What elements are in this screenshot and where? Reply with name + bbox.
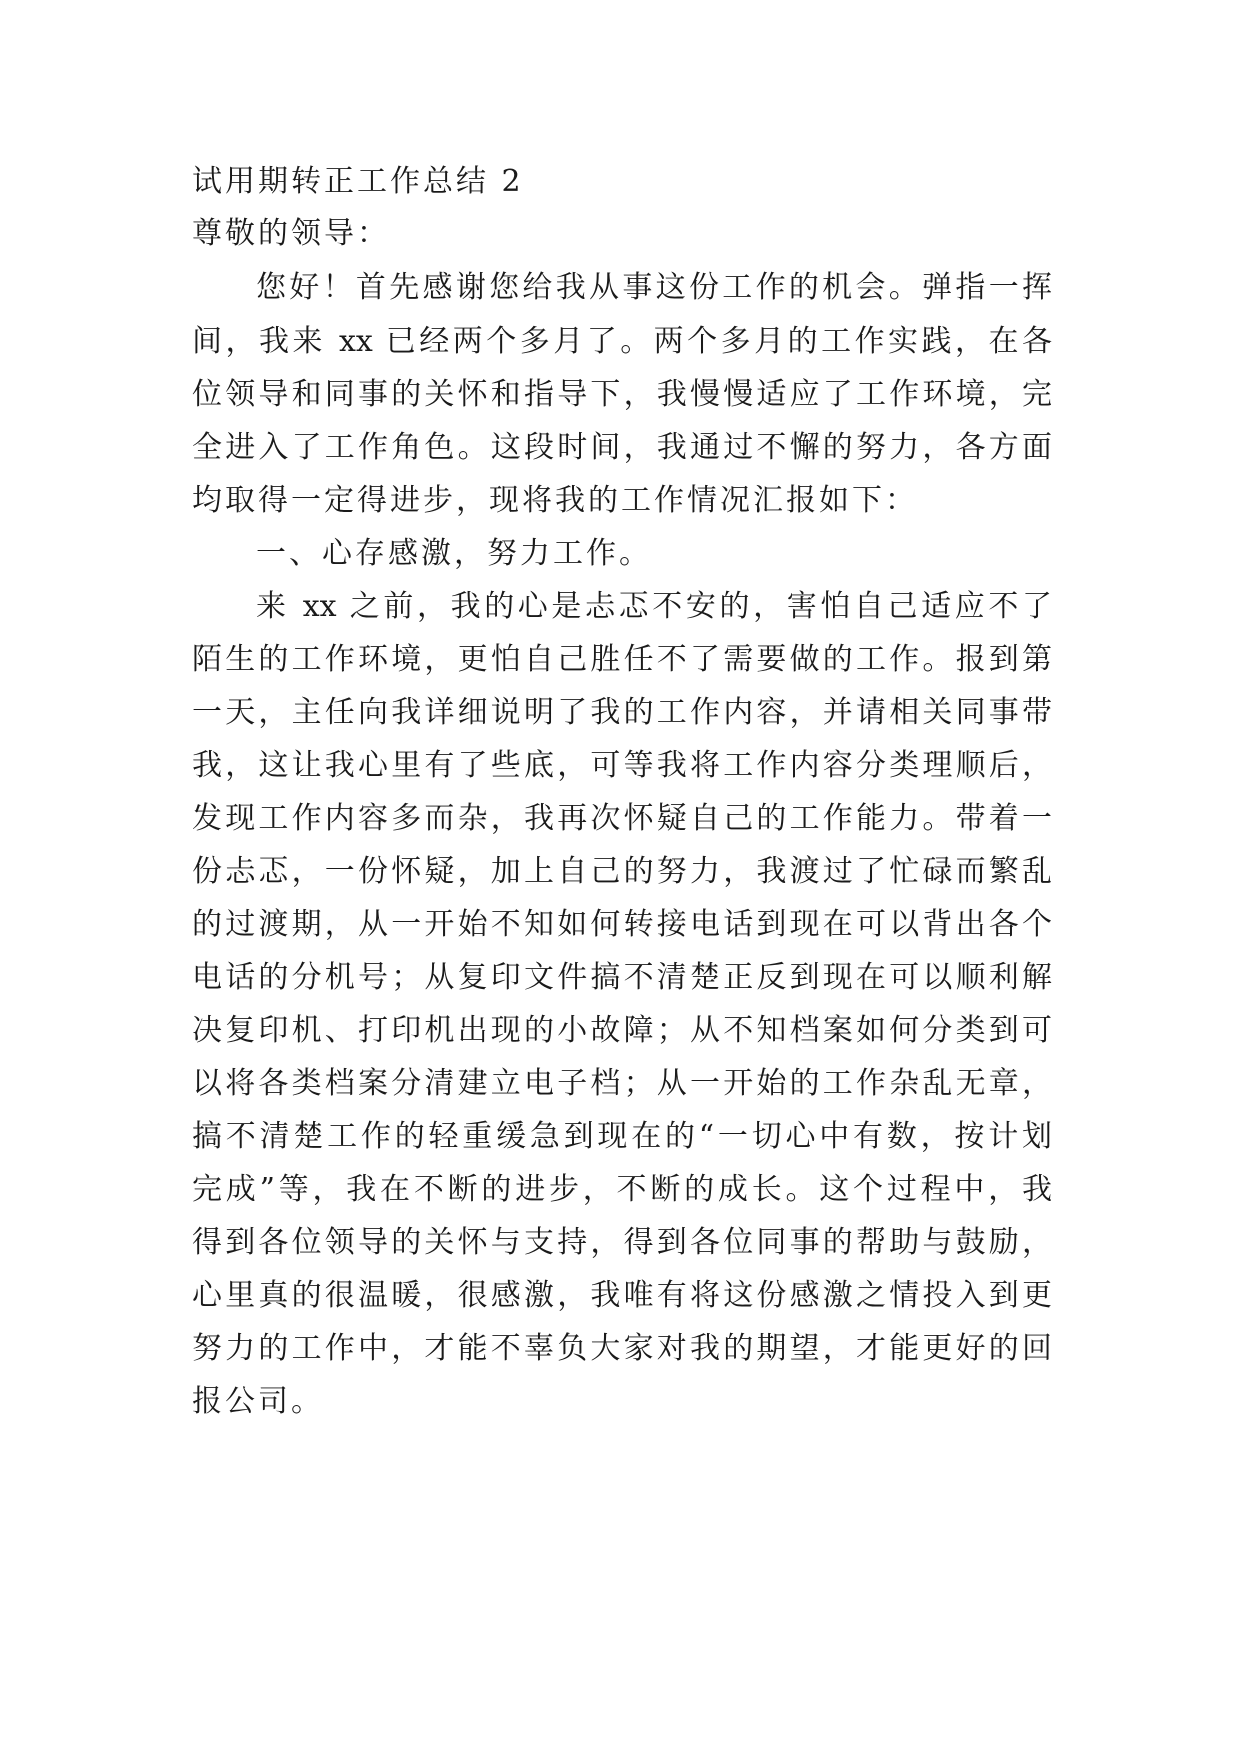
document-title: 试用期转正工作总结 2 bbox=[192, 164, 524, 199]
paragraph-3-line-4: 我，这让我心里有了些底，可等我将工作内容分类理顺后， bbox=[192, 748, 1052, 783]
paragraph-3-line-9: 决复印机、打印机出现的小故障；从不知档案如何分类到可 bbox=[192, 1013, 1052, 1048]
paragraph-3-line-2: 陌生的工作环境，更怕自己胜任不了需要做的工作。报到第 bbox=[192, 642, 1052, 677]
paragraph-1-line-1: 您好！首先感谢您给我从事这份工作的机会。弹指一挥 bbox=[256, 270, 1052, 305]
salutation: 尊敬的领导： bbox=[192, 216, 390, 251]
paragraph-3-line-16: 报公司。 bbox=[192, 1384, 324, 1419]
paragraph-3-line-13: 得到各位领导的关怀与支持，得到各位同事的帮助与鼓励， bbox=[192, 1225, 1052, 1260]
paragraph-3-line-1: 来 xx 之前，我的心是忐忑不安的，害怕自己适应不了 bbox=[256, 589, 1052, 624]
paragraph-3-line-5: 发现工作内容多而杂，我再次怀疑自己的工作能力。带着一 bbox=[192, 801, 1052, 836]
paragraph-1-line-3: 位领导和同事的关怀和指导下，我慢慢适应了工作环境，完 bbox=[192, 377, 1052, 412]
section-heading-1: 一、心存感激，努力工作。 bbox=[256, 536, 652, 571]
paragraph-3-line-6: 份忐忑，一份怀疑，加上自己的努力，我渡过了忙碌而繁乱 bbox=[192, 854, 1052, 889]
paragraph-3-line-8: 电话的分机号；从复印文件搞不清楚正反到现在可以顺利解 bbox=[192, 960, 1052, 995]
paragraph-3-line-3: 一天，主任向我详细说明了我的工作内容，并请相关同事带 bbox=[192, 695, 1052, 730]
paragraph-3-line-14: 心里真的很温暖，很感激，我唯有将这份感激之情投入到更 bbox=[192, 1278, 1052, 1313]
paragraph-3-line-12: 完成”等，我在不断的进步，不断的成长。这个过程中，我 bbox=[192, 1172, 1052, 1207]
paragraph-3-line-10: 以将各类档案分清建立电子档；从一开始的工作杂乱无章， bbox=[192, 1066, 1052, 1101]
paragraph-3-line-7: 的过渡期，从一开始不知如何转接电话到现在可以背出各个 bbox=[192, 907, 1052, 942]
paragraph-1-line-2: 间，我来 xx 已经两个多月了。两个多月的工作实践，在各 bbox=[192, 324, 1052, 359]
paragraph-1-line-5: 均取得一定得进步，现将我的工作情况汇报如下： bbox=[192, 483, 918, 518]
paragraph-3-line-11: 搞不清楚工作的轻重缓急到现在的“一切心中有数，按计划 bbox=[192, 1119, 1052, 1154]
paragraph-1-line-4: 全进入了工作角色。这段时间，我通过不懈的努力，各方面 bbox=[192, 430, 1052, 465]
paragraph-3-line-15: 努力的工作中，才能不辜负大家对我的期望，才能更好的回 bbox=[192, 1331, 1052, 1366]
